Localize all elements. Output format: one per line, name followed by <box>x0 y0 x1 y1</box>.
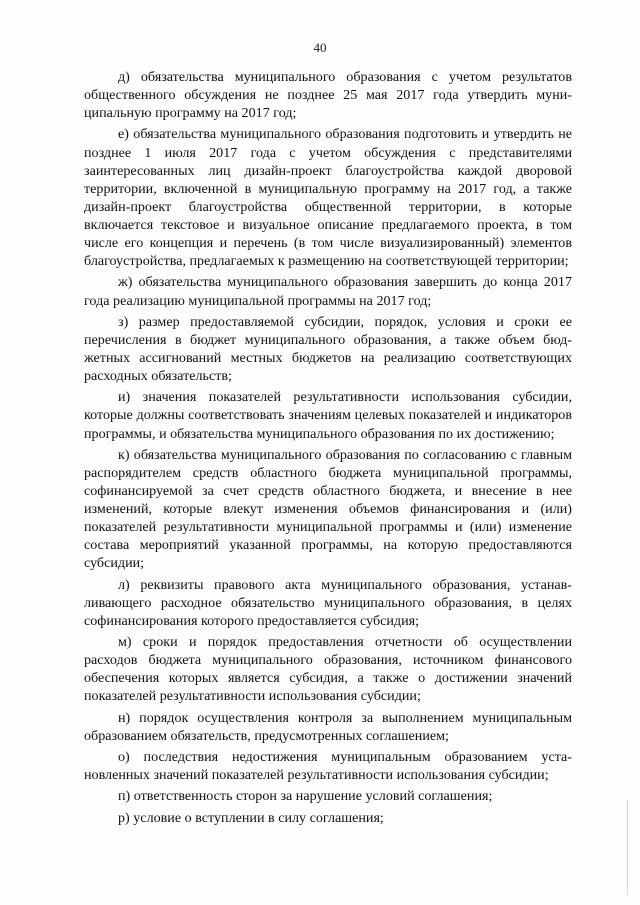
document-body <box>84 68 572 830</box>
page-number: 40 <box>313 40 327 55</box>
scan-edge-line <box>627 800 628 895</box>
paragraph-zh: ж) обязательства муниципального образования завершить до конца 2017 года реализацию муниципальной программы на 2017 год; <box>84 274 572 309</box>
paragraph-k: к) обязательства муниципального образования по согласованию с главным распорядителем средств областного бюджета муниципальной программы, софинансируемой за счет средств областного бюджета, и внесение в нее изменений, которые влекут изменения объемов финансирования и (или) показателей результативности муниципальной программы и (или) изменение состава мероприятий указанной программы, на которую предоставляются субсидии; <box>84 446 572 572</box>
paragraph-e: е) обязательства муниципального образования подготовить и утвердить не позднее 1 июля 2017 года с учетом обсуждения с представителями заинтересованных лиц дизайн-проект благоустройства каждой дворовой территории, включенной в муниципальную программу на 2017 год, а также дизайн-проект благоустройства общественной территории, в которые включается текстовое и визуальное описание предлагаемого проекта, в том числе его концепция и перечень (в том числе визуализированный) элементов благоустройства, предлагаемых к размещению на соответствующей территории; <box>84 126 572 270</box>
paragraph-m: м) сроки и порядок предоставления отчетности об осуществлении расходов бюджета муниципального образования, источником финансового обеспечения которых является субсидия, а также о достижении значений показателей результативности использования субсидии; <box>84 634 572 705</box>
paragraph-l: л) реквизиты правового акта муниципального образования, устанавливающего расходное обязательство муниципального образования, в целях софинансирования которого предоставляется субсидия; <box>84 576 572 629</box>
paragraph-r: р) условие о вступлении в силу соглашения; <box>118 809 384 826</box>
paragraph-n: н) порядок осуществления контроля за выполнением муниципальным образованием обязательств, предусмотренных соглашением; <box>84 709 572 744</box>
paragraph-z: з) размер предоставляемой субсидии, порядок, условия и сроки ее перечисления в бюджет муниципального образования, а также объем бюджетных ассигнований местных бюджетов на реализацию соответствующих расходных обязательств; <box>84 313 572 385</box>
paragraph-i: и) значения показателей результативности использования субсидии, которые должны соответствовать значениям целевых показателей и индикаторов программы, и обязательства муниципального образования по их достижению; <box>84 389 572 442</box>
paragraph-d: д) обязательства муниципального образования с учетом результатов общественного обсуждения не позднее 25 мая 2017 года утвердить муниципальную программу на 2017 год; <box>84 69 572 122</box>
paragraph-o: о) последствия недостижения муниципальным образованием установленных значений показателей результативности использования субсидии; <box>84 749 572 784</box>
paragraph-p: п) ответственность сторон за нарушение условий соглашения; <box>118 788 493 805</box>
